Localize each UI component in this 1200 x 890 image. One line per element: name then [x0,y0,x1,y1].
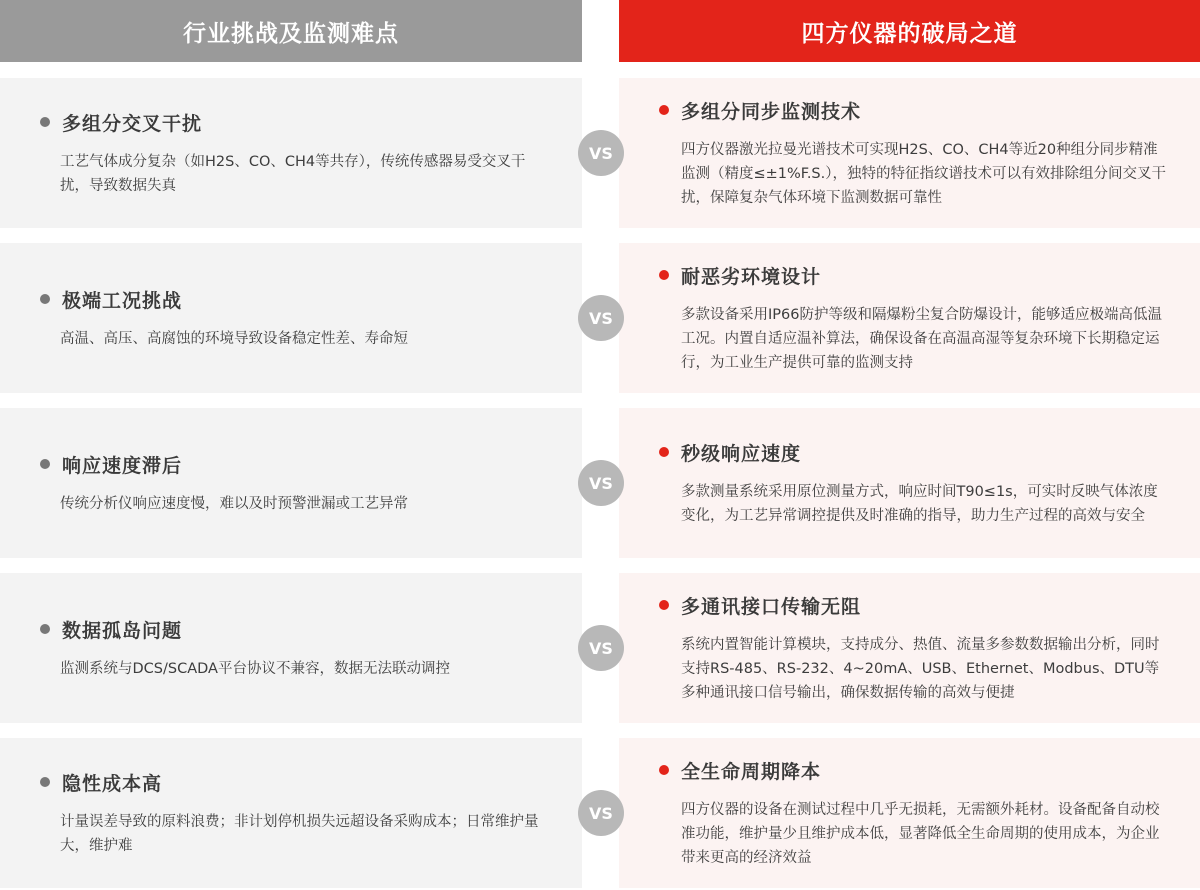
bullet-dot-icon [659,765,669,775]
comparison-row [0,408,1200,558]
bullet-dot-icon [40,777,50,787]
challenge-description: 工艺气体成分复杂（如H2S、CO、CH4等共存），传统传感器易受交叉干扰，导致数据失真 [60,153,526,194]
vs-badge: VS [578,295,624,341]
solution-description: 多款设备采用IP66防护等级和隔爆粉尘复合防爆设计，能够适应极端高低温工况。内置自适应温补算法，确保设备在高温高湿等复杂环境下长期稳定运行，为工业生产提供可靠的监测支持 [681,306,1162,371]
challenge-card [0,243,582,393]
challenge-card [0,408,582,558]
bullet-dot-icon [40,117,50,127]
challenge-title: 数据孤岛问题 [62,619,183,642]
solution-card [619,573,1200,723]
challenge-title: 响应速度滞后 [62,454,183,477]
bullet-dot-icon [659,105,669,115]
vs-badge: VS [578,130,624,176]
challenge-description: 监测系统与DCS/SCADA平台协议不兼容，数据无法联动调控 [60,660,450,677]
solution-card [619,78,1200,228]
comparison-row [0,243,1200,393]
bullet-dot-icon [40,624,50,634]
solution-description: 四方仪器的设备在测试过程中几乎无损耗，无需额外耗材。设备配备自动校准功能，维护量少且维护成本低，显著降低全生命周期的使用成本，为企业带来更高的经济效益 [681,801,1160,866]
bullet-dot-icon [40,459,50,469]
solution-title: 全生命周期降本 [681,760,822,783]
challenge-description: 传统分析仪响应速度慢，难以及时预警泄漏或工艺异常 [60,495,408,512]
solutions-header [619,0,1200,62]
solution-title: 多组分同步监测技术 [681,100,862,123]
challenge-card [0,573,582,723]
comparison-row [0,78,1200,228]
solution-description: 系统内置智能计算模块，支持成分、热值、流量多参数数据输出分析，同时支持RS-485、RS-232、4~20mA、USB、Ethernet、Modbus、DTU等多种通讯接口信号输出，确保数据传输的高效与便捷 [681,636,1160,701]
vs-badge: VS [578,460,624,506]
bullet-dot-icon [659,600,669,610]
comparison-row [0,573,1200,723]
vs-badge: VS [578,625,624,671]
solutions-header-title: 四方仪器的破局之道 [801,20,1018,47]
challenge-card [0,738,582,888]
solution-title: 多通讯接口传输无阻 [681,595,862,618]
solution-card [619,243,1200,393]
challenges-header [0,0,582,62]
solution-description: 多款测量系统采用原位测量方式，响应时间T90≤1s，可实时反映气体浓度变化，为工艺异常调控提供及时准确的指导，助力生产过程的高效与安全 [681,483,1158,524]
solution-title: 秒级响应速度 [681,442,802,465]
challenge-description: 高温、高压、高腐蚀的环境导致设备稳定性差、寿命短 [60,330,408,347]
bullet-dot-icon [40,294,50,304]
challenges-header-title: 行业挑战及监测难点 [183,20,399,47]
challenge-title: 极端工况挑战 [62,289,183,312]
challenge-card [0,78,582,228]
solution-card [619,738,1200,888]
challenge-title: 多组分交叉干扰 [62,112,203,135]
bullet-dot-icon [659,270,669,280]
solution-card [619,408,1200,558]
vs-badge: VS [578,790,624,836]
bullet-dot-icon [659,447,669,457]
solution-description: 四方仪器激光拉曼光谱技术可实现H2S、CO、CH4等近20种组分同步精准监测（精度≤±1%F.S.），独特的特征指纹谱技术可以有效排除组分间交叉干扰，保障复杂气体环境下监测数据可靠性 [681,141,1166,206]
challenge-description: 计量误差导致的原料浪费；非计划停机损失远超设备采购成本；日常维护量大，维护难 [60,813,539,854]
comparison-row [0,738,1200,888]
challenge-title: 隐性成本高 [62,772,163,795]
solution-title: 耐恶劣环境设计 [681,265,822,288]
